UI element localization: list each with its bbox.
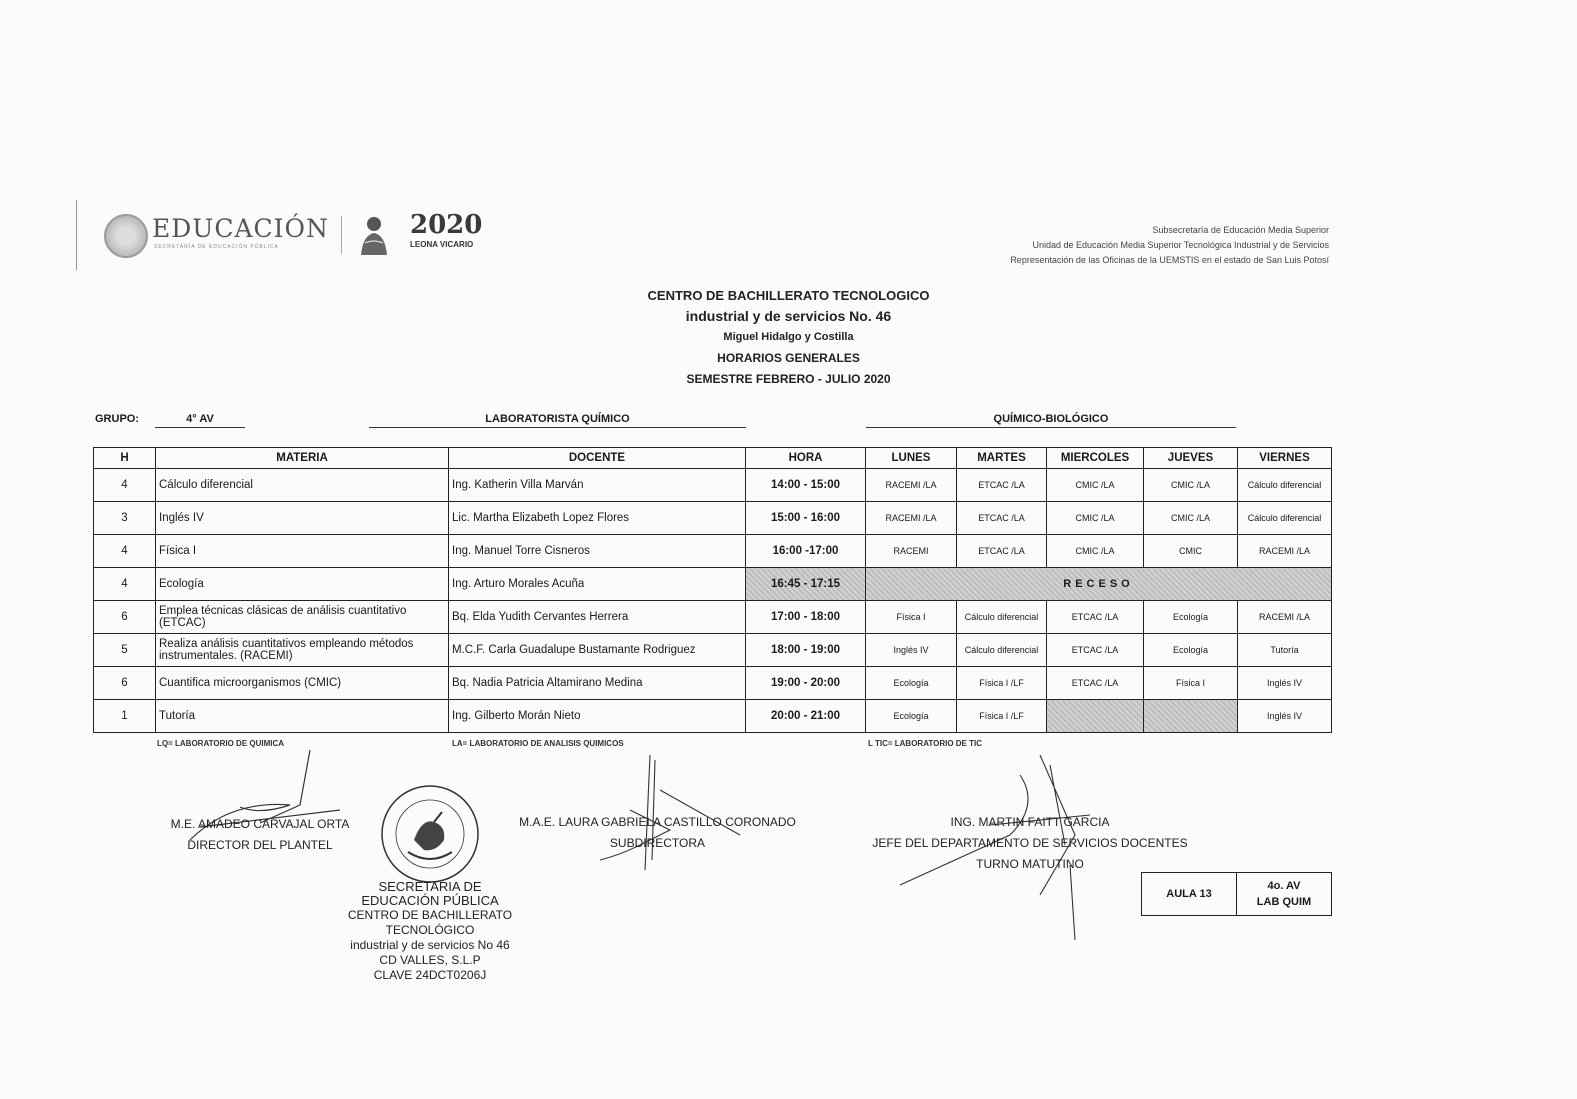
subdirector-block <box>505 812 810 854</box>
col-martes: MARTES <box>957 448 1047 469</box>
hours-cell: 1 <box>94 700 156 733</box>
stamp-line: CD VALLES, S.L.P <box>379 953 481 967</box>
table-row <box>94 469 1332 502</box>
wednesday-cell: CMIC /LA <box>1047 535 1144 568</box>
hours-cell: 4 <box>94 568 156 601</box>
time-cell: 14:00 - 15:00 <box>746 469 866 502</box>
subject-cell: Cálculo diferencial <box>156 469 449 502</box>
monday-cell: Inglés IV <box>866 634 957 667</box>
friday-cell: RACEMI /LA <box>1238 601 1332 634</box>
official-seal-stamp <box>378 782 482 886</box>
table-row <box>94 535 1332 568</box>
tuesday-cell: Cálculo diferencial <box>957 601 1047 634</box>
monday-cell: RACEMI <box>866 535 957 568</box>
header-line: Unidad de Educación Media Superior Tecnológica Industrial y de Servicios <box>1032 240 1329 250</box>
schedule-table <box>93 447 1332 733</box>
group-value: 4° AV <box>186 413 214 425</box>
monday-cell: Física I <box>866 601 957 634</box>
subdirector-role: SUBDIRECTORA <box>609 836 706 850</box>
table-header-row <box>94 448 1332 469</box>
career-underline <box>369 427 746 428</box>
tuesday-cell: Física I /LF <box>957 667 1047 700</box>
stamp-line: industrial y de servicios No 46 <box>350 938 510 952</box>
director-name: M.E. AMADEO CARVAJAL ORTA <box>170 817 350 831</box>
col-hora: HORA <box>746 448 866 469</box>
subject-cell: Tutoría <box>156 700 449 733</box>
education-logo-subtitle: SECRETARÍA DE EDUCACIÓN PÚBLICA <box>154 244 279 250</box>
school-name: CENTRO DE BACHILLERATO TECNOLOGICO <box>647 288 930 303</box>
legend-ltic: L TIC= LABORATORIO DE TIC <box>868 739 983 748</box>
friday-cell: Cálculo diferencial <box>1238 502 1332 535</box>
hours-cell: 6 <box>94 601 156 634</box>
table-row <box>94 700 1332 733</box>
thursday-cell: Física I <box>1144 667 1238 700</box>
teacher-cell: M.C.F. Carla Guadalupe Bustamante Rodriguez <box>449 634 746 667</box>
education-logo-word: EDUCACIÓN <box>152 214 329 243</box>
subject-cell: Ecología <box>156 568 449 601</box>
schedule-heading: HORARIOS GENERALES <box>717 351 860 365</box>
thursday-cell: Ecología <box>1144 634 1238 667</box>
stamp-line: SECRETARIA DE <box>378 879 482 894</box>
school-honoree: Miguel Hidalgo y Costilla <box>723 331 854 343</box>
area: QUÍMICO-BIOLÓGICO <box>993 413 1109 425</box>
tuesday-cell: ETCAC /LA <box>957 502 1047 535</box>
friday-cell: Inglés IV <box>1238 667 1332 700</box>
teacher-cell: Bq. Nadia Patricia Altamirano Medina <box>449 667 746 700</box>
jefe-name: ING. MARTIN FAITT GARCIA <box>950 815 1110 829</box>
classroom-group <box>1237 873 1332 916</box>
classroom-group-line: LAB QUIM <box>1256 896 1312 908</box>
thursday-cell: CMIC <box>1144 535 1238 568</box>
margin-rule <box>76 200 77 270</box>
time-cell: 17:00 - 18:00 <box>746 601 866 634</box>
wednesday-cell: ETCAC /LA <box>1047 667 1144 700</box>
tuesday-cell: ETCAC /LA <box>957 535 1047 568</box>
table-row <box>94 634 1332 667</box>
tuesday-cell: Cálculo diferencial <box>957 634 1047 667</box>
hours-cell: 4 <box>94 469 156 502</box>
stamp-line: TECNOLÓGICO <box>385 923 475 937</box>
group-label: GRUPO: <box>95 413 139 425</box>
subdirector-name: M.A.E. LAURA GABRIELA CASTILLO CORONADO <box>519 815 796 829</box>
jefe-turno: TURNO MATUTINO <box>976 857 1084 871</box>
header-dependencies <box>1010 223 1329 268</box>
hours-cell: 3 <box>94 502 156 535</box>
table-row <box>94 502 1332 535</box>
col-jueves: JUEVES <box>1144 448 1238 469</box>
leona-vicario-portrait-icon <box>357 213 391 255</box>
teacher-cell: Ing. Manuel Torre Cisneros <box>449 535 746 568</box>
classroom-label: AULA 13 <box>1142 873 1237 916</box>
classroom-box <box>1141 872 1332 916</box>
subject-cell: Física I <box>156 535 449 568</box>
year-logo-subtitle: LEONA VICARIO <box>410 240 474 249</box>
semester: SEMESTRE FEBRERO - JULIO 2020 <box>686 372 891 386</box>
director-block <box>130 814 390 856</box>
wednesday-cell <box>1047 700 1144 733</box>
col-lunes: LUNES <box>866 448 957 469</box>
teacher-cell: Bq. Elda Yudith Cervantes Herrera <box>449 601 746 634</box>
table-row <box>94 667 1332 700</box>
recess-cell: RECESO <box>866 568 1332 601</box>
teacher-cell: Ing. Gilberto Morán Nieto <box>449 700 746 733</box>
subject-cell: Emplea técnicas clásicas de análisis cuantitativo (ETCAC) <box>156 601 449 634</box>
stamp-text <box>330 880 530 983</box>
teacher-cell: Lic. Martha Elizabeth Lopez Flores <box>449 502 746 535</box>
subject-cell: Inglés IV <box>156 502 449 535</box>
friday-cell: Inglés IV <box>1238 700 1332 733</box>
stamp-line: EDUCACIÓN PÚBLICA <box>361 893 499 908</box>
school-type: industrial y de servicios No. 46 <box>685 308 892 324</box>
wednesday-cell: CMIC /LA <box>1047 469 1144 502</box>
subject-cell: Realiza análisis cuantitativos empleando métodos instrumentales. (RACEMI) <box>156 634 449 667</box>
time-cell: 20:00 - 21:00 <box>746 700 866 733</box>
time-cell: 16:00 -17:00 <box>746 535 866 568</box>
recess-time-cell: 16:45 - 17:15 <box>746 568 866 601</box>
header-line: Representación de las Oficinas de la UEMSTIS en el estado de San Luis Potosí <box>1010 255 1329 265</box>
col-docente: DOCENTE <box>449 448 746 469</box>
year-logo: 2020 <box>410 210 483 240</box>
hours-cell: 4 <box>94 535 156 568</box>
thursday-cell <box>1144 700 1238 733</box>
time-cell: 19:00 - 20:00 <box>746 667 866 700</box>
teacher-cell: Ing. Arturo Morales Acuña <box>449 568 746 601</box>
tuesday-cell: Física I /LF <box>957 700 1047 733</box>
header-logos <box>76 200 506 270</box>
friday-cell: Cálculo diferencial <box>1238 469 1332 502</box>
col-viernes: VIERNES <box>1238 448 1332 469</box>
subject-cell: Cuantifica microorganismos (CMIC) <box>156 667 449 700</box>
stamp-line: CLAVE 24DCT0206J <box>373 968 487 982</box>
group-underline <box>155 427 245 428</box>
hours-cell: 6 <box>94 667 156 700</box>
thursday-cell: Ecología <box>1144 601 1238 634</box>
director-role: DIRECTOR DEL PLANTEL <box>187 838 333 852</box>
table-row <box>94 568 1332 601</box>
jefe-block <box>860 812 1200 875</box>
legend-lq: LQ= LABORATORIO DE QUIMICA <box>157 739 285 748</box>
sep-seal-icon <box>104 214 148 258</box>
wednesday-cell: CMIC /LA <box>1047 502 1144 535</box>
friday-cell: Tutoría <box>1238 634 1332 667</box>
stamp-line: CENTRO DE BACHILLERATO <box>347 908 513 922</box>
friday-cell: RACEMI /LA <box>1238 535 1332 568</box>
col-h: H <box>94 448 156 469</box>
col-miercoles: MIERCOLES <box>1047 448 1144 469</box>
career: LABORATORISTA QUÍMICO <box>485 413 630 425</box>
header-line: Subsecretaría de Educación Media Superior <box>1152 225 1329 235</box>
tuesday-cell: ETCAC /LA <box>957 469 1047 502</box>
logo-separator <box>341 216 342 254</box>
monday-cell: Ecología <box>866 667 957 700</box>
time-cell: 18:00 - 19:00 <box>746 634 866 667</box>
teacher-cell: Ing. Katherin Villa Marván <box>449 469 746 502</box>
document-title <box>0 285 1577 390</box>
hours-cell: 5 <box>94 634 156 667</box>
monday-cell: Ecología <box>866 700 957 733</box>
legend-la: LA= LABORATORIO DE ANALISIS QUIMICOS <box>452 739 624 748</box>
thursday-cell: CMIC /LA <box>1144 469 1238 502</box>
col-materia: MATERIA <box>156 448 449 469</box>
wednesday-cell: ETCAC /LA <box>1047 634 1144 667</box>
table-row <box>94 601 1332 634</box>
jefe-role: JEFE DEL DEPARTAMENTO DE SERVICIOS DOCENTES <box>872 836 1188 850</box>
wednesday-cell: ETCAC /LA <box>1047 601 1144 634</box>
classroom-group-line: 4o. AV <box>1267 880 1301 892</box>
time-cell: 15:00 - 16:00 <box>746 502 866 535</box>
thursday-cell: CMIC /LA <box>1144 502 1238 535</box>
monday-cell: RACEMI /LA <box>866 502 957 535</box>
monday-cell: RACEMI /LA <box>866 469 957 502</box>
area-underline <box>866 427 1236 428</box>
